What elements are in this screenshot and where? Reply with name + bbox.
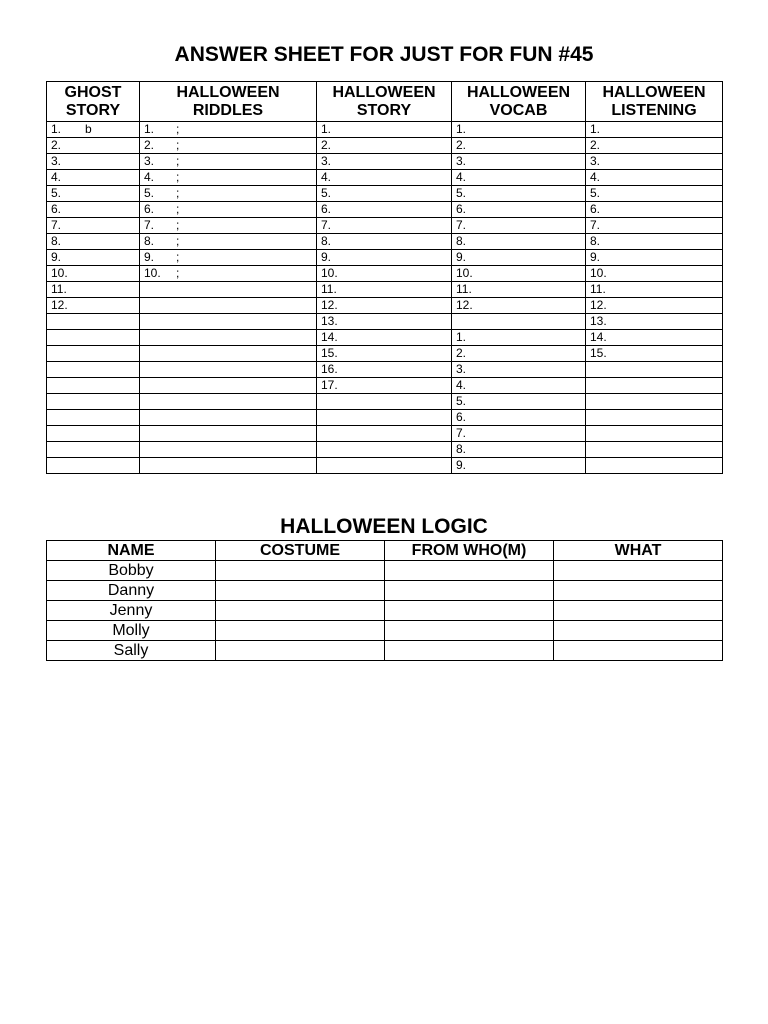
question-number: 2.: [456, 346, 467, 360]
answer-cell-ghost-story[interactable]: [47, 250, 140, 266]
name-cell: Bobby: [47, 561, 216, 581]
answer-cell-halloween-story[interactable]: [317, 298, 452, 314]
table-row: [47, 298, 723, 314]
question-number: 10.: [456, 266, 473, 280]
question-number: 6.: [590, 202, 601, 216]
answer-cell-halloween-riddles[interactable]: [140, 410, 317, 426]
answer-cell-halloween-story[interactable]: [317, 394, 452, 410]
answer-cell-ghost-story[interactable]: [47, 298, 140, 314]
header-ghost-story: GHOST STORY: [47, 82, 140, 122]
table-row: [47, 641, 723, 661]
header-from-whom: FROM WHO(M): [385, 541, 554, 561]
table-row: [47, 122, 723, 138]
question-number: 8.: [456, 234, 467, 248]
question-number: 1.: [590, 122, 601, 136]
answer-cell-halloween-riddles[interactable]: [140, 314, 317, 330]
from-whom-cell[interactable]: [385, 601, 554, 621]
question-number: 13.: [321, 314, 338, 328]
answer-cell-ghost-story[interactable]: [47, 378, 140, 394]
answer-cell-halloween-vocab[interactable]: [452, 410, 586, 426]
question-number: 6.: [144, 202, 155, 216]
table-row: [47, 621, 723, 641]
answer-cell-halloween-story[interactable]: [317, 442, 452, 458]
question-number: 3.: [321, 154, 332, 168]
answer-cell-halloween-riddles[interactable]: [140, 250, 317, 266]
question-number: 7.: [456, 218, 467, 232]
answer-value: ;: [176, 186, 180, 200]
question-number: 5.: [321, 186, 332, 200]
from-whom-cell[interactable]: [385, 561, 554, 581]
answer-cell-halloween-story[interactable]: [317, 154, 452, 170]
table-row: [47, 561, 723, 581]
question-number: 7.: [456, 426, 467, 440]
answer-cell-halloween-riddles[interactable]: [140, 282, 317, 298]
question-number: 16.: [321, 362, 338, 376]
table-row: [47, 282, 723, 298]
answer-cell-halloween-listening[interactable]: [586, 314, 723, 330]
answer-cell-halloween-riddles[interactable]: [140, 442, 317, 458]
answer-cell-halloween-story[interactable]: [317, 186, 452, 202]
answer-cell-halloween-listening[interactable]: [586, 186, 723, 202]
answer-cell-halloween-vocab[interactable]: [452, 250, 586, 266]
answer-cell-halloween-vocab[interactable]: [452, 426, 586, 442]
answer-cell-halloween-vocab[interactable]: [452, 170, 586, 186]
question-number: 10.: [321, 266, 338, 280]
from-whom-cell[interactable]: [385, 581, 554, 601]
answer-cell-ghost-story[interactable]: [47, 186, 140, 202]
answer-cell-halloween-riddles[interactable]: [140, 426, 317, 442]
answer-cell-halloween-riddles[interactable]: [140, 346, 317, 362]
answer-cell-halloween-story[interactable]: [317, 234, 452, 250]
answer-cell-halloween-listening[interactable]: [586, 426, 723, 442]
answer-cell-halloween-riddles[interactable]: [140, 362, 317, 378]
answer-cell-halloween-riddles[interactable]: [140, 138, 317, 154]
question-number: 9.: [51, 250, 62, 264]
answer-cell-halloween-vocab[interactable]: [452, 314, 586, 330]
header-costume: COSTUME: [216, 541, 385, 561]
table-row: [47, 234, 723, 250]
question-number: 9.: [144, 250, 155, 264]
answer-cell-ghost-story[interactable]: [47, 138, 140, 154]
name-cell: Molly: [47, 621, 216, 641]
question-number: 9.: [590, 250, 601, 264]
what-cell[interactable]: [554, 581, 723, 601]
logic-table: [46, 540, 723, 661]
answer-value: ;: [176, 218, 180, 232]
what-cell[interactable]: [554, 641, 723, 661]
table-row: [47, 186, 723, 202]
table-row: [47, 378, 723, 394]
answer-cell-halloween-riddles[interactable]: [140, 202, 317, 218]
answer-cell-halloween-riddles[interactable]: [140, 394, 317, 410]
answer-cell-halloween-story[interactable]: [317, 458, 452, 474]
answer-cell-halloween-vocab[interactable]: [452, 138, 586, 154]
header-halloween-vocab: HALLOWEEN VOCAB: [452, 82, 586, 122]
question-number: 10.: [144, 266, 161, 280]
table-row: [47, 266, 723, 282]
answer-cell-halloween-vocab[interactable]: [452, 202, 586, 218]
table-row: [47, 346, 723, 362]
answer-value: ;: [176, 266, 180, 280]
answer-cell-halloween-story[interactable]: [317, 346, 452, 362]
answer-cell-halloween-listening[interactable]: [586, 250, 723, 266]
costume-cell[interactable]: [216, 561, 385, 581]
answer-cell-halloween-listening[interactable]: [586, 378, 723, 394]
question-number: 10.: [590, 266, 607, 280]
answer-cell-ghost-story[interactable]: [47, 442, 140, 458]
question-number: 8.: [144, 234, 155, 248]
answer-cell-halloween-vocab[interactable]: [452, 394, 586, 410]
answer-cell-halloween-riddles[interactable]: [140, 154, 317, 170]
answer-cell-halloween-listening[interactable]: [586, 298, 723, 314]
answer-cell-halloween-vocab[interactable]: [452, 378, 586, 394]
question-number: 12.: [590, 298, 607, 312]
question-number: 12.: [321, 298, 338, 312]
answer-cell-halloween-listening[interactable]: [586, 282, 723, 298]
answer-cell-halloween-riddles[interactable]: [140, 378, 317, 394]
question-number: 11.: [456, 282, 472, 296]
answer-cell-halloween-vocab[interactable]: [452, 154, 586, 170]
question-number: 2.: [321, 138, 332, 152]
answer-cell-halloween-listening[interactable]: [586, 202, 723, 218]
question-number: 1.: [51, 122, 62, 136]
answer-value: ;: [176, 234, 180, 248]
answer-cell-halloween-listening[interactable]: [586, 122, 723, 138]
answer-cell-halloween-story[interactable]: [317, 314, 452, 330]
question-number: 3.: [144, 154, 155, 168]
costume-cell[interactable]: [216, 621, 385, 641]
answer-cell-ghost-story[interactable]: [47, 314, 140, 330]
answer-cell-halloween-story[interactable]: [317, 138, 452, 154]
question-number: 4.: [590, 170, 601, 184]
answer-value: ;: [176, 138, 180, 152]
answer-cell-halloween-story[interactable]: [317, 426, 452, 442]
answer-cell-halloween-riddles[interactable]: [140, 298, 317, 314]
answer-cell-halloween-riddles[interactable]: [140, 122, 317, 138]
answer-value: ;: [176, 250, 180, 264]
header-halloween-listening: HALLOWEEN LISTENING: [586, 82, 723, 122]
answer-cell-halloween-listening[interactable]: [586, 346, 723, 362]
answer-cell-halloween-listening[interactable]: [586, 442, 723, 458]
answer-cell-halloween-story[interactable]: [317, 330, 452, 346]
question-number: 8.: [590, 234, 601, 248]
header-name: NAME: [47, 541, 216, 561]
question-number: 4.: [456, 378, 467, 392]
question-number: 3.: [456, 362, 467, 376]
question-number: 2.: [590, 138, 601, 152]
answer-cell-halloween-listening[interactable]: [586, 234, 723, 250]
answer-cell-halloween-riddles[interactable]: [140, 266, 317, 282]
answer-cell-halloween-riddles[interactable]: [140, 234, 317, 250]
question-number: 2.: [51, 138, 62, 152]
answer-cell-ghost-story[interactable]: [47, 362, 140, 378]
question-number: 7.: [144, 218, 155, 232]
question-number: 4.: [321, 170, 332, 184]
question-number: 4.: [51, 170, 62, 184]
question-number: 17.: [321, 378, 338, 392]
table-row: [47, 581, 723, 601]
answer-cell-halloween-vocab[interactable]: [452, 442, 586, 458]
question-number: 6.: [456, 202, 467, 216]
question-number: 7.: [590, 218, 601, 232]
question-number: 5.: [456, 186, 467, 200]
answer-cell-ghost-story[interactable]: [47, 170, 140, 186]
question-number: 14.: [321, 330, 338, 344]
answer-cell-halloween-listening[interactable]: [586, 410, 723, 426]
from-whom-cell[interactable]: [385, 641, 554, 661]
question-number: 5.: [590, 186, 601, 200]
answer-cell-halloween-listening[interactable]: [586, 266, 723, 282]
answer-cell-halloween-story[interactable]: [317, 218, 452, 234]
question-number: 11.: [51, 282, 67, 296]
table-row: [47, 442, 723, 458]
question-number: 5.: [456, 394, 467, 408]
answer-cell-halloween-vocab[interactable]: [452, 362, 586, 378]
question-number: 4.: [456, 170, 467, 184]
answer-header-row: [47, 82, 723, 122]
question-number: 12.: [456, 298, 473, 312]
answer-cell-halloween-vocab[interactable]: [452, 298, 586, 314]
question-number: 6.: [51, 202, 62, 216]
table-row: [47, 330, 723, 346]
name-cell: Sally: [47, 641, 216, 661]
answer-cell-halloween-riddles[interactable]: [140, 170, 317, 186]
answer-cell-ghost-story[interactable]: [47, 394, 140, 410]
table-row: [47, 410, 723, 426]
answer-cell-ghost-story[interactable]: [47, 218, 140, 234]
header-halloween-riddles: HALLOWEEN RIDDLES: [140, 82, 317, 122]
answer-cell-halloween-vocab[interactable]: [452, 218, 586, 234]
answer-cell-halloween-vocab[interactable]: [452, 458, 586, 474]
answer-cell-halloween-riddles[interactable]: [140, 186, 317, 202]
answer-value: ;: [176, 202, 180, 216]
answer-cell-halloween-story[interactable]: [317, 282, 452, 298]
table-row: [47, 250, 723, 266]
answer-cell-ghost-story[interactable]: [47, 282, 140, 298]
answer-cell-ghost-story[interactable]: [47, 266, 140, 282]
answer-cell-ghost-story[interactable]: [47, 426, 140, 442]
question-number: 11.: [590, 282, 606, 296]
question-number: 15.: [590, 346, 607, 360]
answer-table: [46, 81, 723, 474]
answer-cell-halloween-riddles[interactable]: [140, 218, 317, 234]
question-number: 8.: [321, 234, 332, 248]
question-number: 1.: [144, 122, 155, 136]
answer-cell-ghost-story[interactable]: [47, 410, 140, 426]
question-number: 9.: [456, 458, 467, 472]
question-number: 9.: [321, 250, 332, 264]
question-number: 3.: [456, 154, 467, 168]
table-row: [47, 601, 723, 621]
answer-cell-halloween-vocab[interactable]: [452, 266, 586, 282]
answer-value: ;: [176, 170, 180, 184]
question-number: 13.: [590, 314, 607, 328]
question-number: 4.: [144, 170, 155, 184]
answer-cell-halloween-listening[interactable]: [586, 218, 723, 234]
question-number: 6.: [321, 202, 332, 216]
answer-cell-ghost-story[interactable]: [47, 330, 140, 346]
logic-title: HALLOWEEN LOGIC: [280, 515, 488, 538]
answer-cell-halloween-vocab[interactable]: [452, 122, 586, 138]
table-row: [47, 426, 723, 442]
question-number: 5.: [51, 186, 62, 200]
question-number: 14.: [590, 330, 607, 344]
table-row: [47, 154, 723, 170]
answer-value: ;: [176, 154, 180, 168]
header-what: WHAT: [554, 541, 723, 561]
answer-cell-halloween-vocab[interactable]: [452, 346, 586, 362]
answer-cell-halloween-vocab[interactable]: [452, 282, 586, 298]
name-cell: Jenny: [47, 601, 216, 621]
answer-cell-halloween-listening[interactable]: [586, 170, 723, 186]
answer-cell-halloween-story[interactable]: [317, 362, 452, 378]
answer-cell-ghost-story[interactable]: [47, 346, 140, 362]
answer-cell-halloween-riddles[interactable]: [140, 458, 317, 474]
answer-cell-halloween-riddles[interactable]: [140, 330, 317, 346]
answer-cell-halloween-vocab[interactable]: [452, 234, 586, 250]
answer-cell-halloween-story[interactable]: [317, 170, 452, 186]
answer-cell-halloween-story[interactable]: [317, 202, 452, 218]
question-number: 3.: [51, 154, 62, 168]
answer-cell-halloween-listening[interactable]: [586, 138, 723, 154]
answer-cell-halloween-story[interactable]: [317, 378, 452, 394]
costume-cell[interactable]: [216, 581, 385, 601]
table-row: [47, 314, 723, 330]
answer-cell-halloween-listening[interactable]: [586, 394, 723, 410]
answer-cell-halloween-story[interactable]: [317, 122, 452, 138]
answer-cell-halloween-vocab[interactable]: [452, 330, 586, 346]
what-cell[interactable]: [554, 621, 723, 641]
answer-cell-halloween-story[interactable]: [317, 250, 452, 266]
costume-cell[interactable]: [216, 641, 385, 661]
table-row: [47, 362, 723, 378]
answer-cell-halloween-story[interactable]: [317, 266, 452, 282]
question-number: 10.: [51, 266, 68, 280]
answer-cell-halloween-story[interactable]: [317, 410, 452, 426]
answer-value: ;: [176, 122, 180, 136]
question-number: 1.: [321, 122, 332, 136]
table-row: [47, 138, 723, 154]
answer-cell-halloween-listening[interactable]: [586, 154, 723, 170]
header-halloween-story: HALLOWEEN STORY: [317, 82, 452, 122]
question-number: 1.: [456, 122, 467, 136]
answer-cell-halloween-listening[interactable]: [586, 362, 723, 378]
question-number: 3.: [590, 154, 601, 168]
question-number: 5.: [144, 186, 155, 200]
question-number: 15.: [321, 346, 338, 360]
table-row: [47, 458, 723, 474]
table-row: [47, 394, 723, 410]
answer-cell-halloween-vocab[interactable]: [452, 186, 586, 202]
question-number: 2.: [456, 138, 467, 152]
answer-cell-ghost-story[interactable]: [47, 458, 140, 474]
question-number: 12.: [51, 298, 68, 312]
name-cell: Danny: [47, 581, 216, 601]
page-title: ANSWER SHEET FOR JUST FOR FUN #45: [174, 43, 594, 66]
question-number: 6.: [456, 410, 467, 424]
question-number: 7.: [51, 218, 62, 232]
question-number: 9.: [456, 250, 467, 264]
from-whom-cell[interactable]: [385, 621, 554, 641]
question-number: 8.: [456, 442, 467, 456]
answer-cell-ghost-story[interactable]: [47, 234, 140, 250]
answer-cell-halloween-listening[interactable]: [586, 458, 723, 474]
question-number: 7.: [321, 218, 332, 232]
answer-cell-ghost-story[interactable]: [47, 154, 140, 170]
answer-cell-ghost-story[interactable]: [47, 122, 140, 138]
question-number: 2.: [144, 138, 155, 152]
logic-header-row: [47, 541, 723, 561]
table-row: [47, 218, 723, 234]
question-number: 11.: [321, 282, 337, 296]
question-number: 1.: [456, 330, 467, 344]
answer-cell-ghost-story[interactable]: [47, 202, 140, 218]
table-row: [47, 170, 723, 186]
what-cell[interactable]: [554, 601, 723, 621]
table-row: [47, 202, 723, 218]
question-number: 8.: [51, 234, 62, 248]
answer-cell-halloween-listening[interactable]: [586, 330, 723, 346]
what-cell[interactable]: [554, 561, 723, 581]
costume-cell[interactable]: [216, 601, 385, 621]
answer-value: b: [85, 122, 92, 136]
